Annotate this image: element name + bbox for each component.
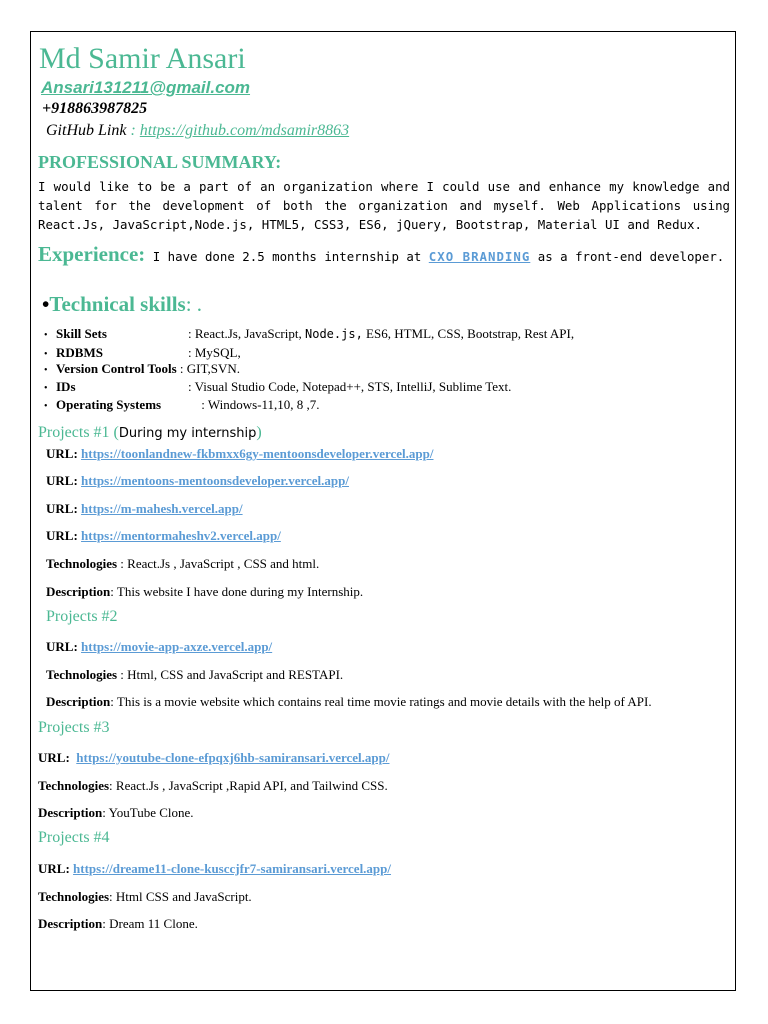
technologies-label: Technologies <box>46 556 118 571</box>
url-label: URL: <box>46 501 78 516</box>
url-label: URL: <box>46 639 78 654</box>
project-url-link[interactable]: https://dreame11-clone-kusccjfr7-samiransari.vercel.app/ <box>73 861 392 876</box>
description-label: Description <box>46 584 111 599</box>
project-1-url-2 <box>46 473 349 489</box>
phone-number: +918863987825 <box>42 100 148 117</box>
description-label: Description <box>38 805 103 820</box>
description-value: : Dream 11 Clone. <box>102 916 198 931</box>
tech-heading-title: Technical skills <box>49 292 186 316</box>
project-url-link[interactable]: https://youtube-clone-efpqxj6hb-samiransari.vercel.app/ <box>76 750 390 765</box>
technologies-sep: : <box>117 667 128 682</box>
project-3-url-1 <box>38 750 390 766</box>
github-link[interactable]: https://github.com/mdsamir8863 <box>139 122 350 139</box>
github-separator: : <box>126 122 140 139</box>
bullet-icon: • <box>44 383 48 394</box>
skill-row-version-control <box>44 361 240 379</box>
description-label: Description <box>38 916 103 931</box>
description-value: : YouTube Clone. <box>102 805 194 820</box>
project-3-technologies <box>38 778 388 794</box>
technologies-label: Technologies <box>38 889 110 904</box>
experience-paragraph <box>38 244 730 267</box>
url-label: URL: <box>38 861 70 876</box>
technologies-sep: : <box>109 889 116 904</box>
technical-skills-heading <box>42 292 202 317</box>
bullet-icon: • <box>44 365 48 376</box>
project-1-description <box>46 584 363 600</box>
skill-value: GIT,SVN. <box>186 361 240 376</box>
skill-value: MySQL, <box>194 345 241 360</box>
description-value: : This is a movie website which contains real time movie ratings and movie details with the help of API. <box>110 694 652 709</box>
skill-value: Visual Studio Code, Notepad++, STS, IntelliJ, Sublime Text. <box>194 379 512 394</box>
project-subtitle: During my internship <box>118 426 257 441</box>
project-3-heading: Projects #3 <box>38 719 110 736</box>
project-1-url-1 <box>46 446 434 462</box>
technologies-sep: : <box>109 778 116 793</box>
skill-label: RDBMS <box>56 345 103 360</box>
candidate-name: Md Samir Ansari <box>39 42 246 75</box>
project-1-url-4 <box>46 528 281 544</box>
summary-heading: PROFESSIONAL SUMMARY: <box>38 152 282 172</box>
skill-label: Version Control Tools <box>56 361 177 376</box>
technologies-value: React.Js , JavaScript , CSS and html. <box>127 556 320 571</box>
tech-heading-suffix: : . <box>185 292 203 316</box>
technologies-value: Html CSS and JavaScript. <box>115 889 252 904</box>
email-link[interactable]: Ansari131211@gmail.com <box>41 78 251 97</box>
project-4-url-1 <box>38 861 391 877</box>
project-4-technologies <box>38 889 252 905</box>
url-label: URL: <box>38 750 70 765</box>
skill-value: Windows-11,10, 8 ,7. <box>207 397 320 412</box>
project-2-heading: Projects #2 <box>46 608 118 625</box>
experience-text-before: I have done 2.5 months internship at <box>145 249 429 264</box>
skill-row-operating-systems <box>44 397 320 415</box>
project-url-link[interactable]: https://mentormaheshv2.vercel.app/ <box>81 528 281 543</box>
bullet-icon: • <box>44 401 48 412</box>
technologies-value: Html, CSS and JavaScript and RESTAPI. <box>127 667 344 682</box>
technologies-label: Technologies <box>46 667 118 682</box>
project-url-link[interactable]: https://m-mahesh.vercel.app/ <box>81 501 243 516</box>
description-value: : This website I have done during my Internship. <box>110 584 364 599</box>
skill-label: IDs <box>56 379 76 394</box>
skill-sep: : <box>176 361 187 376</box>
description-label: Description <box>46 694 111 709</box>
skill-sep: : <box>188 326 195 341</box>
project-1-heading <box>38 424 262 442</box>
bullet-icon: • <box>44 349 48 360</box>
project-url-link[interactable]: https://toonlandnew-fkbmxx6gy-mentoonsdeveloper.vercel.app/ <box>81 446 434 461</box>
url-label: URL: <box>46 446 78 461</box>
tech-heading-bullet: • <box>42 292 50 316</box>
skill-value-mono: Node.js, <box>305 327 363 341</box>
project-1-url-3 <box>46 501 243 517</box>
project-2-description <box>46 694 652 710</box>
project-1-technologies <box>46 556 319 572</box>
project-title: Projects #1 ( <box>38 424 119 441</box>
project-3-description <box>38 805 194 821</box>
skill-sep: : <box>188 345 195 360</box>
skill-row-skill-sets <box>44 326 574 344</box>
project-title-close: ) <box>256 424 262 441</box>
skill-sep: : <box>188 379 195 394</box>
technologies-value: React.Js , JavaScript ,Rapid API, and Tailwind CSS. <box>115 778 388 793</box>
skill-sep: : <box>198 397 208 412</box>
experience-text-after: as a front-end developer. <box>530 249 725 264</box>
summary-text: I would like to be a part of an organization where I could use and enhance my knowledge and talent for the development of both the organization and myself. Web Applications using React.Js, JavaScript,Node.js, HTML5, CSS3, ES6, jQuery, Bootstrap, Material UI and Redux. <box>38 179 730 232</box>
skill-label: Operating Systems <box>56 397 162 412</box>
project-url-link[interactable]: https://movie-app-axze.vercel.app/ <box>81 639 273 654</box>
skill-row-ids <box>44 379 511 397</box>
project-4-heading: Projects #4 <box>38 829 110 846</box>
project-2-technologies <box>46 667 343 683</box>
skill-value: React.Js, JavaScript, <box>194 326 305 341</box>
project-url-link[interactable]: https://mentoons-mentoonsdeveloper.vercel.app/ <box>81 473 349 488</box>
technologies-sep: : <box>117 556 128 571</box>
bullet-icon: • <box>44 330 48 341</box>
company-link[interactable]: CXO BRANDING <box>428 249 531 264</box>
experience-heading: Experience: <box>38 242 146 266</box>
skill-label: Skill Sets <box>56 326 107 341</box>
project-2-url-1 <box>46 639 272 655</box>
github-label: GitHub Link <box>46 122 127 139</box>
technologies-label: Technologies <box>38 778 110 793</box>
url-label: URL: <box>46 473 78 488</box>
project-4-description <box>38 916 198 932</box>
skill-value-rest: ES6, HTML, CSS, Bootstrap, Rest API, <box>362 326 575 341</box>
github-line <box>46 122 349 140</box>
url-label: URL: <box>46 528 78 543</box>
